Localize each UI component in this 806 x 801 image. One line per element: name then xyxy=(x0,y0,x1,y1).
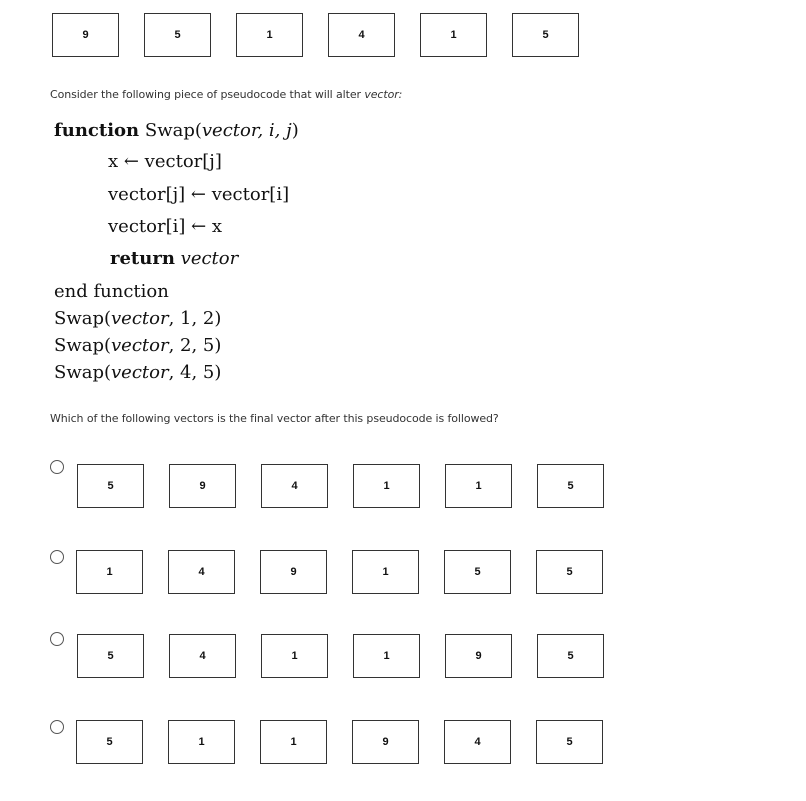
code-line-1: x ← vector[j] xyxy=(108,151,222,172)
option-cell: 4 xyxy=(261,464,328,508)
code-line-2: vector[j] ← vector[i] xyxy=(108,184,290,205)
end-function: end function xyxy=(54,281,169,302)
top-vector-cell: 5 xyxy=(144,13,211,57)
top-vector-cell: 1 xyxy=(236,13,303,57)
option-cell: 4 xyxy=(168,550,235,594)
question-text: Which of the following vectors is the final vector after this pseudocode is followed? xyxy=(50,412,499,425)
function-header: function Swap(vector, i, j) xyxy=(54,120,299,141)
swap-call-2: Swap(vector, 2, 5) xyxy=(54,335,222,356)
option-cell: 1 xyxy=(352,550,419,594)
option-cell: 4 xyxy=(444,720,511,764)
option-cell: 4 xyxy=(169,634,236,678)
option-3-radio[interactable] xyxy=(50,632,64,646)
option-cell: 5 xyxy=(76,720,143,764)
swap-call-1: Swap(vector, 1, 2) xyxy=(54,308,222,329)
option-cell: 1 xyxy=(168,720,235,764)
option-2-radio[interactable] xyxy=(50,550,64,564)
top-vector-cell: 4 xyxy=(328,13,395,57)
top-vector-cell: 5 xyxy=(512,13,579,57)
option-cell: 1 xyxy=(260,720,327,764)
option-cell: 5 xyxy=(536,720,603,764)
intro-text: Consider the following piece of pseudocode that will alter vector: xyxy=(50,88,403,101)
option-cell: 5 xyxy=(444,550,511,594)
option-cell: 5 xyxy=(77,464,144,508)
option-cell: 1 xyxy=(353,464,420,508)
option-cell: 9 xyxy=(352,720,419,764)
option-cell: 9 xyxy=(445,634,512,678)
return-line: return vector xyxy=(110,248,239,269)
top-vector-cell: 9 xyxy=(52,13,119,57)
option-cell: 1 xyxy=(261,634,328,678)
option-4-radio[interactable] xyxy=(50,720,64,734)
option-cell: 9 xyxy=(169,464,236,508)
option-cell: 1 xyxy=(353,634,420,678)
option-cell: 9 xyxy=(260,550,327,594)
option-cell: 5 xyxy=(77,634,144,678)
option-1-radio[interactable] xyxy=(50,460,64,474)
option-cell: 5 xyxy=(537,634,604,678)
option-cell: 5 xyxy=(537,464,604,508)
option-cell: 5 xyxy=(536,550,603,594)
top-vector-cell: 1 xyxy=(420,13,487,57)
code-line-3: vector[i] ← x xyxy=(108,216,223,237)
swap-call-3: Swap(vector, 4, 5) xyxy=(54,362,222,383)
option-cell: 1 xyxy=(76,550,143,594)
option-cell: 1 xyxy=(445,464,512,508)
